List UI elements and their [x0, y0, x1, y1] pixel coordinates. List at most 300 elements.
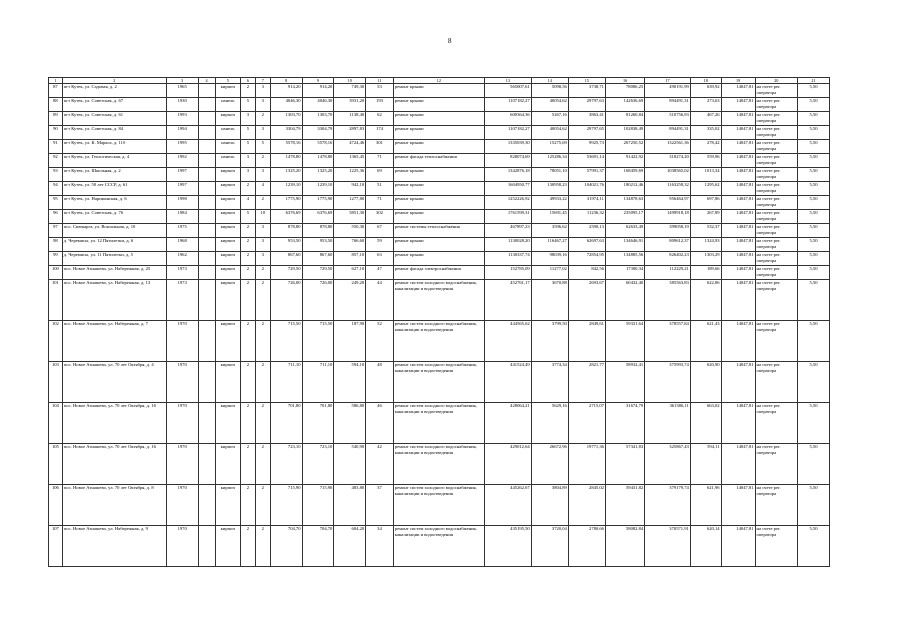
- table-cell: 4046,30: [302, 98, 334, 112]
- table-cell: кирпич: [215, 526, 240, 567]
- table-cell: 942,10: [334, 182, 366, 196]
- column-number: 2: [62, 78, 166, 84]
- table-cell: 5,50: [797, 403, 829, 444]
- table-row: [49, 224, 830, 238]
- column-number: 19: [721, 78, 755, 84]
- table-cell: 726,00: [270, 280, 302, 321]
- table-cell: 1295,62: [690, 182, 721, 196]
- table-cell: 3304,79: [270, 126, 302, 140]
- table-cell: 3596,62: [531, 224, 568, 238]
- table-cell: 96: [49, 210, 63, 224]
- table-cell: 3: [255, 84, 270, 98]
- table-cell: 180212,46: [605, 182, 644, 196]
- table-cell: 3931,20: [334, 98, 366, 112]
- table-cell: 361386,11: [645, 403, 691, 444]
- table-cell: 1970: [166, 362, 198, 403]
- table-cell: [198, 84, 215, 98]
- table-cell: 1252226,92: [485, 196, 532, 210]
- table-cell: 1968: [166, 238, 198, 252]
- table-row: [49, 140, 830, 154]
- table-cell: 193: [366, 98, 394, 112]
- table-cell: ремонт крыши: [393, 210, 484, 224]
- table-cell: 2: [241, 84, 256, 98]
- table-cell: ремонт крыши: [393, 112, 484, 126]
- table-cell: на счете рег. оператора: [755, 126, 797, 140]
- table-cell: 894491,31: [645, 98, 691, 112]
- table-cell: 1970: [166, 403, 198, 444]
- table-cell: 1239,10: [302, 182, 334, 196]
- table-cell: [198, 126, 215, 140]
- table-cell: 429012,64: [485, 444, 532, 485]
- table-cell: 2715,07: [568, 403, 605, 444]
- table-cell: 14047,81: [721, 112, 755, 126]
- table-cell: 19771,36: [568, 444, 605, 485]
- table-cell: 71: [366, 196, 394, 210]
- table-cell: пос. Новое Атнашево, ул. 70 лет Октября, д. 16: [62, 444, 166, 485]
- table-cell: 134878,63: [605, 196, 644, 210]
- table-cell: ремонт системы теплоснабжения: [393, 224, 484, 238]
- table-cell: 5,50: [797, 321, 829, 362]
- table-cell: [198, 526, 215, 567]
- table-cell: 723,10: [270, 444, 302, 485]
- table-cell: 1038565,02: [645, 168, 691, 182]
- table-cell: 953,50: [270, 238, 302, 252]
- table-cell: 318274,20: [645, 154, 691, 168]
- table-cell: 14047,81: [721, 140, 755, 154]
- table-cell: 273,63: [690, 98, 721, 112]
- table-cell: 1973: [166, 280, 198, 321]
- table-cell: [198, 154, 215, 168]
- table-cell: 5,50: [797, 182, 829, 196]
- table-cell: 1303,70: [302, 112, 334, 126]
- table-cell: пгт Кутек, ул. 50 лет СССР, д. 61: [62, 182, 166, 196]
- table-cell: 1107182,27: [485, 126, 532, 140]
- table-cell: 1970: [166, 526, 198, 567]
- table-cell: 435195,50: [485, 526, 532, 567]
- table-cell: на счете рег. оператора: [755, 252, 797, 266]
- table-cell: 894491,31: [645, 126, 691, 140]
- table-cell: 98039,16: [531, 252, 568, 266]
- table-cell: [198, 112, 215, 126]
- table-cell: 550,30: [334, 224, 366, 238]
- table-cell: 2821,77: [568, 362, 605, 403]
- table-cell: 956464,97: [645, 196, 691, 210]
- table-cell: 93: [49, 168, 63, 182]
- table-cell: 1342876,18: [485, 168, 532, 182]
- table-cell: 4: [255, 182, 270, 196]
- table-cell: 5,50: [797, 444, 829, 485]
- table-cell: 2: [241, 266, 256, 280]
- table-cell: 14047,81: [721, 403, 755, 444]
- table-cell: 375993,74: [645, 362, 691, 403]
- table-cell: 134885,56: [605, 252, 644, 266]
- table-cell: пгт Кутек, ул. Геологическая, д. 4: [62, 154, 166, 168]
- table-cell: ремонт крыши: [393, 84, 484, 98]
- table-cell: 1335039,30: [485, 140, 532, 154]
- table-cell: на счете рег. оператора: [755, 526, 797, 567]
- table-cell: 5,50: [797, 362, 829, 403]
- table-cell: 95: [49, 196, 63, 210]
- table-cell: 14047,81: [721, 182, 755, 196]
- table-cell: 2: [241, 224, 256, 238]
- table-cell: 586,80: [334, 403, 366, 444]
- table-cell: пгт Кутек, ул. К. Маркса, д. 11б: [62, 140, 166, 154]
- register-table: [48, 77, 830, 567]
- table-cell: 106: [49, 485, 63, 526]
- table-cell: [198, 140, 215, 154]
- table-cell: панель: [215, 98, 240, 112]
- table-cell: 5,50: [797, 266, 829, 280]
- table-cell: 701,80: [270, 403, 302, 444]
- table-cell: 1993: [166, 112, 198, 126]
- table-cell: 378557,84: [645, 321, 691, 362]
- table-cell: ремонт крыши: [393, 98, 484, 112]
- table-row: [49, 98, 830, 112]
- table-cell: [198, 196, 215, 210]
- table-cell: 3804,89: [531, 485, 568, 526]
- table-cell: 90: [49, 126, 63, 140]
- table-cell: пос. Новое Атнашево, ул. Набережная, д. 13: [62, 280, 166, 321]
- table-cell: 3: [241, 112, 256, 126]
- table-cell: 63: [366, 252, 394, 266]
- table-cell: 3: [255, 168, 270, 182]
- table-cell: 44: [366, 280, 394, 321]
- table-cell: 14047,81: [721, 98, 755, 112]
- table-cell: 2: [241, 362, 256, 403]
- table-cell: 697,86: [690, 196, 721, 210]
- table-cell: 1013,34: [690, 168, 721, 182]
- table-cell: 4: [241, 196, 256, 210]
- table-cell: 100: [49, 266, 63, 280]
- table-cell: 116467,27: [531, 238, 568, 252]
- table-cell: ремонт систем холодного водоснабжения, канализации и водоотведения: [393, 280, 484, 321]
- table-cell: 766,60: [334, 238, 366, 252]
- table-cell: 5,50: [797, 154, 829, 168]
- table-cell: кирпич: [215, 224, 240, 238]
- table-cell: 622,86: [690, 280, 721, 321]
- table-cell: кирпич: [215, 168, 240, 182]
- table-cell: 6376,69: [302, 210, 334, 224]
- table-cell: 1604950,77: [485, 182, 532, 196]
- table-cell: 17390,34: [605, 266, 644, 280]
- table-cell: 29797,65: [568, 126, 605, 140]
- column-number: 8: [270, 78, 302, 84]
- table-cell: 62697,63: [568, 238, 605, 252]
- table-cell: 1930: [166, 98, 198, 112]
- table-cell: 1997: [166, 182, 198, 196]
- table-cell: на счете рег. оператора: [755, 485, 797, 526]
- table-cell: 59331,64: [605, 321, 644, 362]
- table-cell: 335,02: [690, 126, 721, 140]
- table-cell: 10: [255, 210, 270, 224]
- table-cell: 5,50: [797, 140, 829, 154]
- table-cell: 14047,81: [721, 321, 755, 362]
- table-cell: 102: [49, 321, 63, 362]
- table-cell: 5,50: [797, 84, 829, 98]
- table-cell: 34: [366, 526, 394, 567]
- table-row: [49, 362, 830, 403]
- table-cell: 2845,02: [568, 485, 605, 526]
- table-cell: 1239,10: [270, 182, 302, 196]
- table-cell: 26672,96: [531, 444, 568, 485]
- table-cell: 1995: [166, 140, 198, 154]
- table-cell: 29797,63: [568, 98, 605, 112]
- table-cell: ремонт крыши: [393, 140, 484, 154]
- column-number: 11: [366, 78, 394, 84]
- table-cell: пос. Новое Атнашево, ул. Набережная, д. 7: [62, 321, 166, 362]
- table-cell: 3738,71: [568, 84, 605, 98]
- table-cell: 267,89: [690, 210, 721, 224]
- table-cell: пгт Кутек, ул. Нариманская, д. 6: [62, 196, 166, 210]
- table-cell: панель: [215, 140, 240, 154]
- table-cell: 3: [255, 126, 270, 140]
- column-number: 1: [49, 78, 63, 84]
- table-cell: 46: [366, 403, 394, 444]
- table-cell: 1277,80: [334, 196, 366, 210]
- table-cell: 40054,62: [531, 98, 568, 112]
- table-cell: 6376,69: [270, 210, 302, 224]
- table-cell: 134646,91: [605, 238, 644, 252]
- table-cell: 5: [255, 140, 270, 154]
- table-cell: 3: [255, 252, 270, 266]
- table-cell: 72854,95: [568, 252, 605, 266]
- table-cell: 726,00: [302, 280, 334, 321]
- table-cell: 5,50: [797, 224, 829, 238]
- table-cell: д. Черемисы, ул. 12 Пятилетки, д. 6: [62, 238, 166, 252]
- table-cell: 3799,50: [531, 321, 568, 362]
- table-cell: [198, 224, 215, 238]
- table-cell: 1303,29: [690, 252, 721, 266]
- table-cell: 2: [255, 526, 270, 567]
- table-cell: 2849,61: [568, 321, 605, 362]
- table-cell: [198, 98, 215, 112]
- table-cell: 14047,81: [721, 168, 755, 182]
- table-cell: кирпич: [215, 280, 240, 321]
- table-cell: 5267,16: [531, 112, 568, 126]
- table-cell: 78086,25: [605, 84, 644, 98]
- table-row: [49, 238, 830, 252]
- table-cell: 9925,73: [568, 140, 605, 154]
- table-cell: 467897,23: [485, 224, 532, 238]
- table-cell: 15691,45: [531, 210, 568, 224]
- table-cell: 125286,34: [531, 154, 568, 168]
- table-cell: [198, 252, 215, 266]
- column-number: 14: [531, 78, 568, 84]
- table-cell: ремонт фасада теплоснабжения: [393, 154, 484, 168]
- table-row: [49, 280, 830, 321]
- column-number: 16: [605, 78, 644, 84]
- table-cell: 105: [49, 444, 63, 485]
- table-cell: 594,10: [334, 362, 366, 403]
- table-row: [49, 126, 830, 140]
- table-cell: кирпич: [215, 182, 240, 196]
- table-cell: кирпич: [215, 362, 240, 403]
- table-cell: на счете рег. оператора: [755, 444, 797, 485]
- table-cell: 302: [366, 210, 394, 224]
- table-cell: ремонт фасада электроснабжения: [393, 266, 484, 280]
- table-cell: 2: [255, 362, 270, 403]
- table-cell: 31674,79: [605, 403, 644, 444]
- table-cell: 2: [255, 112, 270, 126]
- table-cell: 2: [255, 266, 270, 280]
- table-cell: 2: [241, 252, 256, 266]
- table-cell: на счете рег. оператора: [755, 403, 797, 444]
- table-cell: 5: [241, 140, 256, 154]
- table-cell: 1163258,32: [645, 182, 691, 196]
- table-cell: кирпич: [215, 252, 240, 266]
- table-cell: на счете рег. оператора: [755, 168, 797, 182]
- table-cell: 826402,23: [645, 252, 691, 266]
- table-cell: [198, 485, 215, 526]
- table-cell: 88: [49, 98, 63, 112]
- table-cell: 5578,16: [270, 140, 302, 154]
- column-number: 15: [568, 78, 605, 84]
- column-number: 5: [215, 78, 240, 84]
- table-cell: 51: [366, 182, 394, 196]
- table-cell: пгт Кутек, ул. Советская, д. 67: [62, 98, 166, 112]
- table-cell: 5629,16: [531, 403, 568, 444]
- table-cell: пос. Новое Атнашево, ул. 70 лет Октября, д. 16: [62, 403, 166, 444]
- column-number: 17: [645, 78, 691, 84]
- table-cell: 1303,70: [270, 112, 302, 126]
- table-cell: ремонт систем холодного водоснабжения, канализации и водоотведения: [393, 321, 484, 362]
- table-row: [49, 526, 830, 567]
- table-cell: пос. Новое Атнашево, ул. 70 лет Октября, д. 4: [62, 362, 166, 403]
- table-cell: 5,50: [797, 126, 829, 140]
- table-cell: 104: [49, 403, 63, 444]
- table-cell: 867,60: [302, 252, 334, 266]
- table-cell: 5: [241, 126, 256, 140]
- table-cell: 809612,37: [645, 238, 691, 252]
- table-cell: ремонт систем холодного водоснабжения, канализации и водоотведения: [393, 526, 484, 567]
- table-cell: 621,96: [690, 485, 721, 526]
- table-row: [49, 321, 830, 362]
- column-number: 7: [255, 78, 270, 84]
- table-cell: пгт Кутек, ул. Садовая, д. 2: [62, 84, 166, 98]
- table-cell: 953,50: [302, 238, 334, 252]
- table-cell: 62633,49: [605, 224, 644, 238]
- table-cell: 40054,62: [531, 126, 568, 140]
- table-cell: 3: [241, 168, 256, 182]
- table-cell: на счете рег. оператора: [755, 321, 797, 362]
- table-cell: 14047,81: [721, 224, 755, 238]
- table-cell: [198, 182, 215, 196]
- table-cell: 4724,46: [334, 140, 366, 154]
- table-row: [49, 168, 830, 182]
- table-row: [49, 485, 830, 526]
- table-cell: 99: [49, 252, 63, 266]
- table-cell: 704,70: [270, 526, 302, 567]
- table-row: [49, 210, 830, 224]
- table-cell: 604,20: [334, 526, 366, 567]
- table-cell: 3863,41: [568, 112, 605, 126]
- table-cell: ремонт систем холодного водоснабжения, канализации и водоотведения: [393, 444, 484, 485]
- table-cell: 3: [255, 238, 270, 252]
- table-cell: 594,11: [690, 444, 721, 485]
- table-cell: пос. Новое Атнашево, ул. Набережная, д. 9: [62, 526, 166, 567]
- table-cell: 878,80: [302, 224, 334, 238]
- table-cell: 14047,81: [721, 84, 755, 98]
- table-cell: 565007,61: [485, 84, 532, 98]
- table-cell: 620,14: [690, 526, 721, 567]
- table-cell: 1992: [166, 154, 198, 168]
- table-cell: 510756,93: [645, 112, 691, 126]
- table-cell: 278,42: [690, 140, 721, 154]
- table-cell: 48: [366, 362, 394, 403]
- table-cell: ремонт крыши: [393, 182, 484, 196]
- table-cell: 5,50: [797, 98, 829, 112]
- table-cell: 711,10: [270, 362, 302, 403]
- table-cell: 5,50: [797, 196, 829, 210]
- table-cell: 59431,82: [605, 485, 644, 526]
- table-cell: 444565,62: [485, 321, 532, 362]
- table-cell: 3: [255, 224, 270, 238]
- table-cell: 1325,20: [302, 168, 334, 182]
- table-cell: 5: [241, 210, 256, 224]
- table-cell: кирпич: [215, 444, 240, 485]
- table-cell: ремонт крыши: [393, 126, 484, 140]
- table-cell: ремонт крыши: [393, 168, 484, 182]
- table-cell: 914,20: [302, 84, 334, 98]
- table-cell: 325867,43: [645, 444, 691, 485]
- table-cell: 749,30: [334, 84, 366, 98]
- table-cell: 57991,37: [568, 168, 605, 182]
- table-cell: ремонт систем холодного водоснабжения, канализации и водоотведения: [393, 485, 484, 526]
- table-cell: на счете рег. оператора: [755, 98, 797, 112]
- table-cell: 104021,76: [568, 182, 605, 196]
- table-row: [49, 112, 830, 126]
- table-cell: 49933,22: [531, 196, 568, 210]
- column-number: 20: [755, 78, 797, 84]
- table-cell: ремонт крыши: [393, 238, 484, 252]
- table-cell: 1775,90: [302, 196, 334, 210]
- table-cell: кирпич: [215, 485, 240, 526]
- table-cell: 235095,17: [605, 210, 644, 224]
- table-cell: 1478,80: [302, 154, 334, 168]
- table-cell: 5,50: [797, 210, 829, 224]
- table-cell: 14047,81: [721, 238, 755, 252]
- table-cell: 828074,69: [485, 154, 532, 168]
- table-cell: 3670,88: [531, 280, 568, 321]
- table-cell: 92: [49, 154, 63, 168]
- table-cell: пгт Кутек, ул. Школьная, д. 2: [62, 168, 166, 182]
- table-cell: кирпич: [215, 321, 240, 362]
- table-cell: 112229,21: [645, 266, 691, 280]
- table-cell: 11277,02: [531, 266, 568, 280]
- table-cell: 1325,20: [270, 168, 302, 182]
- table-cell: на счете рег. оператора: [755, 266, 797, 280]
- table-cell: 5,50: [797, 238, 829, 252]
- table-cell: 69: [366, 168, 394, 182]
- table-cell: 91: [49, 140, 63, 154]
- table-cell: 14047,81: [721, 362, 755, 403]
- table-cell: 1975: [166, 224, 198, 238]
- table-cell: 467,26: [690, 112, 721, 126]
- table-cell: 445262,67: [485, 485, 532, 526]
- table-cell: 914,20: [270, 84, 302, 98]
- table-cell: 3: [241, 154, 256, 168]
- table-cell: 639,92: [690, 84, 721, 98]
- table-cell: 130958,23: [531, 182, 568, 196]
- table-cell: 53691,14: [568, 154, 605, 168]
- table-cell: 58082,84: [605, 526, 644, 567]
- table-cell: 1324,93: [690, 238, 721, 252]
- table-cell: 71: [366, 154, 394, 168]
- table-cell: 441524,49: [485, 362, 532, 403]
- table-cell: 5578,16: [302, 140, 334, 154]
- table-cell: 729,50: [270, 266, 302, 280]
- table-cell: 152785,09: [485, 266, 532, 280]
